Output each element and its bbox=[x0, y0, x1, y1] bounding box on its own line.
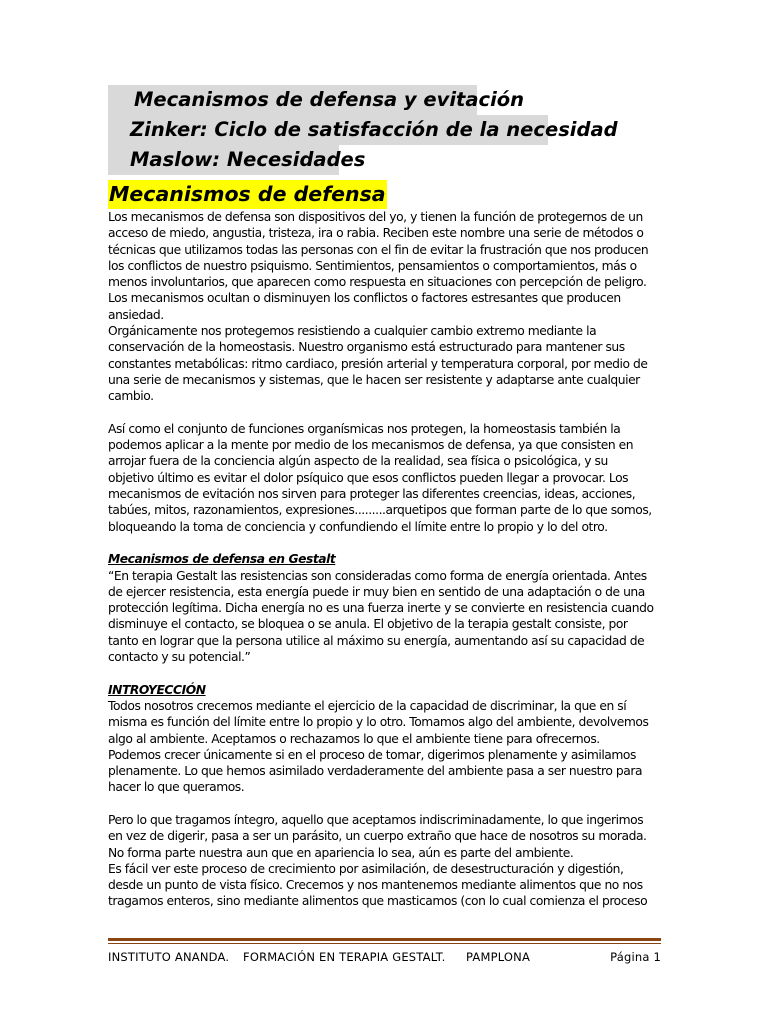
paragraph-4 bbox=[108, 698, 668, 796]
text-line: plenamente. Lo que hemos asimilado verdaderamente del ambiente pasa a ser nuestro para bbox=[108, 764, 643, 779]
subheading-word: defensa bbox=[212, 552, 265, 567]
text-line: técnicas que utilizamos todas las personas con el fin de evitar la frustración que nos producen bbox=[108, 242, 649, 257]
subheading-word: Mecanismos bbox=[108, 552, 189, 567]
text-line: objetivo último es evitar el dolor psíquico que esos conflictos pueden llegar a provocar. Los bbox=[108, 470, 629, 485]
paragraph-gap bbox=[108, 796, 668, 812]
text-line: Orgánicamente nos protegemos resistiendo a cualquier cambio extremo mediante la bbox=[108, 324, 597, 339]
paragraph-gap bbox=[108, 665, 668, 681]
subheading-word: en bbox=[268, 552, 285, 567]
paragraph-5 bbox=[108, 812, 668, 910]
footer-formation: FORMACIÓN EN TERAPIA GESTALT. bbox=[243, 950, 446, 964]
text-line: Podemos crecer únicamente si en el proceso de tomar, digerimos plenamente y asimilamos bbox=[108, 747, 636, 762]
text-line: No forma parte nuestra aun que en apariencia lo sea, aún es parte del ambiente. bbox=[108, 845, 574, 860]
text-line: mecanismos de evitación nos sirven para proteger las diferentes creencias, ideas, acciones, bbox=[108, 487, 636, 502]
paragraph-gap bbox=[108, 405, 668, 421]
footer-page-number: Página 1 bbox=[610, 950, 661, 964]
footer-rule-thin bbox=[108, 943, 661, 944]
text-line: desde un punto de vista físico. Crecemos y nos mantenemos mediante alimentos que no nos bbox=[108, 878, 643, 893]
text-line: bloqueando la toma de conciencia y confundiendo el límite entre lo propio y lo del otro. bbox=[108, 519, 608, 534]
text-line: Es fácil ver este proceso de crecimiento por asimilación, de desestructuración y digestión, bbox=[108, 861, 624, 876]
text-line: Los mecanismos de defensa son dispositivos del yo, y tienen la función de protegernos de un bbox=[108, 210, 643, 224]
text-line: los conflictos de nuestro psiquismo. Sentimientos, pensamientos o comportamientos, más o bbox=[108, 258, 637, 273]
text-line: hacer lo que queramos. bbox=[108, 780, 245, 795]
text-line: arrojar fuera de la conciencia algún aspecto de la realidad, sea física o psicológica, y su bbox=[108, 454, 608, 469]
text-line: conservación de la homeostasis. Nuestro organismo está estructurado para mantener sus bbox=[108, 340, 625, 355]
text-line: misma es función del límite entre lo propio y lo otro. Tomamos algo del ambiente, devolvemos bbox=[108, 715, 649, 730]
text-line: protección legítima. Dicha energía no es una fuerza inerte y se convierte en resistencia cuando bbox=[108, 601, 654, 616]
paragraph-gap bbox=[108, 535, 668, 551]
text-line: de ejercer resistencia, esta energía puede ir muy bien en sentido de una adaptación o de una bbox=[108, 584, 645, 599]
text-line: contacto y su potencial.” bbox=[108, 650, 251, 665]
document-header bbox=[108, 85, 618, 175]
text-line: cambio. bbox=[108, 389, 154, 404]
footer-institute: INSTITUTO ANANDA. bbox=[108, 950, 230, 964]
text-line: ansiedad. bbox=[108, 307, 164, 322]
section-title: Mecanismos de defensa bbox=[108, 180, 387, 209]
text-line: en vez de digerir, pasa a ser un parásito, un cuerpo extraño que hace de nosotros su morada. bbox=[108, 829, 647, 844]
header-title-line-2: Zinker: Ciclo de satisfacción de la necesidad bbox=[108, 115, 548, 145]
text-line: una serie de mecanismos y sistemas, que le hacen ser resistente y adaptarse ante cualquier bbox=[108, 372, 640, 387]
gestalt-subheading bbox=[108, 551, 668, 567]
subheading-word: Gestalt bbox=[288, 552, 336, 567]
text-line: disminuye el contacto, se bloquea o se anula. El objetivo de la terapia gestalt consiste, por bbox=[108, 617, 628, 632]
text-line: tabúes, mitos, razonamientos, expresiones.........arquetipos que forman parte de lo que somos, bbox=[108, 503, 652, 518]
body-text bbox=[108, 209, 668, 910]
page-footer bbox=[108, 948, 661, 966]
text-line: Todos nosotros crecemos mediante el ejercicio de la capacidad de discriminar, la que en sí bbox=[108, 698, 627, 713]
footer-rule bbox=[108, 938, 661, 941]
paragraph-3-quote bbox=[108, 568, 668, 666]
paragraph-2 bbox=[108, 421, 668, 535]
introyeccion-subheading: INTROYECCIÓN bbox=[108, 682, 206, 697]
footer-city: PAMPLONA bbox=[466, 950, 531, 964]
text-line: Pero lo que tragamos íntegro, aquello que aceptamos indiscriminadamente, lo que ingerimos bbox=[108, 812, 644, 827]
text-line: “En terapia Gestalt las resistencias son consideradas como forma de energía orientada. Antes bbox=[108, 568, 647, 583]
text-line: Los mecanismos ocultan o disminuyen los conflictos o factores estresantes que producen bbox=[108, 291, 621, 306]
header-title-line-1: Mecanismos de defensa y evitación bbox=[108, 85, 477, 115]
text-line: podemos aplicar a la mente por medio de los mecanismos de defensa, ya que consisten en bbox=[108, 438, 634, 453]
text-line: menos involuntarios, que aparecen como respuesta en situaciones con percepción de peligro. bbox=[108, 275, 647, 290]
text-line: algo al ambiente. Aceptamos o rechazamos lo que el ambiente tiene para ofrecernos. bbox=[108, 731, 600, 746]
header-title-line-3: Maslow: Necesidades bbox=[108, 145, 339, 175]
text-line: acceso de miedo, angustia, tristeza, ira o rabia. Reciben este nombre una serie de métodos o bbox=[108, 226, 644, 241]
text-line: Así como el conjunto de funciones organísmicas nos protegen, la homeostasis también la bbox=[108, 421, 621, 436]
paragraph-1 bbox=[108, 209, 668, 405]
text-line: tanto en lograr que la persona utilice al máximo su energía, aumentando así su capacidad de bbox=[108, 633, 645, 648]
text-line: tragamos enteros, sino mediante alimentos que masticamos (con lo cual comienza el proceso bbox=[108, 894, 648, 909]
text-line: constantes metabólicas: ritmo cardiaco, presión arterial y temperatura corporal, por medio de bbox=[108, 356, 648, 371]
subheading-word: de bbox=[192, 552, 209, 567]
